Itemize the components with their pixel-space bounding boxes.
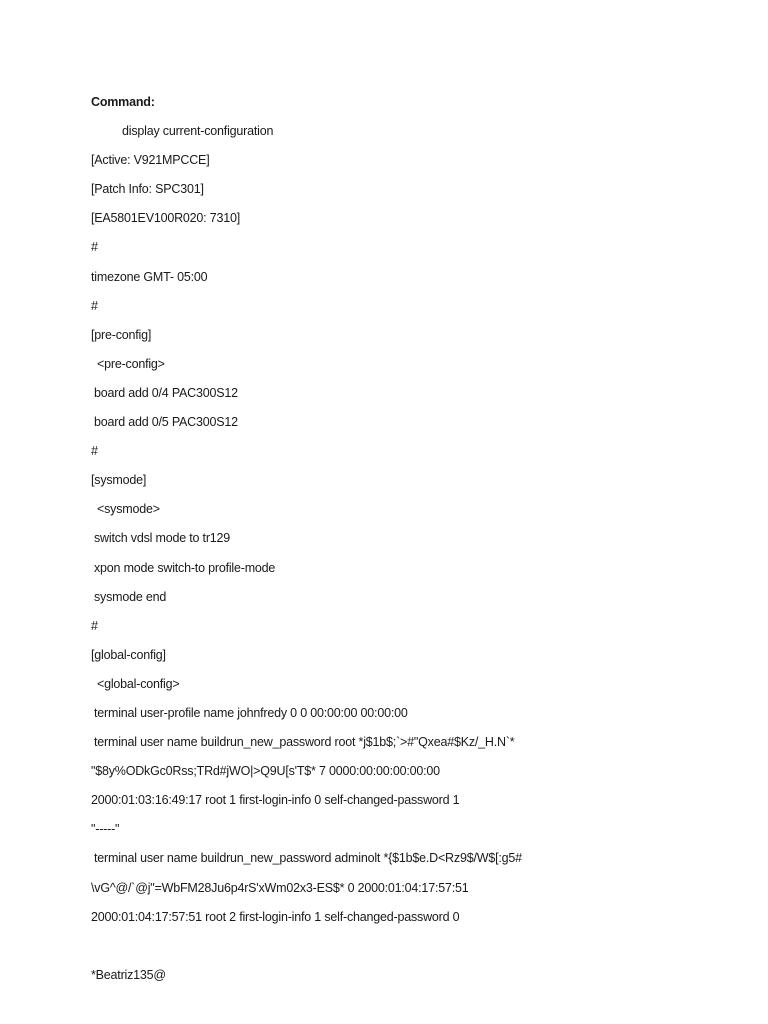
section-tag: <sysmode> (97, 502, 160, 517)
section-tag: <pre-config> (97, 356, 165, 371)
config-line: [EA5801EV100R020: 7310] (91, 211, 240, 226)
config-line: xpon mode switch-to profile-mode (94, 560, 276, 575)
command-text: display current-configuration (122, 124, 274, 139)
config-line: "$8y%ODkGc0Rss;TRd#jWO|>Q9U[s'T$* 7 0000:00:00:00:00:00 (91, 764, 440, 779)
config-line: terminal user name buildrun_new_password adminolt *{$1b$e.D<Rz9$/W$[:g5# (94, 851, 522, 866)
section-header: [pre-config] (91, 327, 152, 342)
config-line: board add 0/4 PAC300S12 (94, 385, 238, 400)
command-heading: Command: (91, 95, 155, 109)
section-separator: # (91, 240, 98, 255)
section-separator: # (91, 444, 98, 459)
config-line: *Beatriz135@ (91, 967, 166, 982)
config-line: terminal user name buildrun_new_password root *j$1b$;`>#"Qxea#$Kz/_H.N`* (94, 735, 515, 750)
config-line: [Patch Info: SPC301] (91, 182, 204, 197)
config-line: timezone GMT- 05:00 (91, 269, 208, 284)
config-line: terminal user-profile name johnfredy 0 0 00:00:00 00:00:00 (94, 705, 408, 720)
config-line: 2000:01:04:17:57:51 root 2 first-login-info 1 self-changed-password 0 (91, 909, 460, 924)
config-line: [Active: V921MPCCE] (91, 153, 210, 168)
section-header: [sysmode] (91, 473, 147, 488)
config-line: sysmode end (94, 589, 167, 604)
section-separator: # (91, 298, 98, 313)
config-listing (91, 90, 751, 992)
section-separator: # (91, 618, 98, 633)
config-line: switch vdsl mode to tr129 (94, 531, 231, 546)
section-header: [global-config] (91, 647, 166, 662)
section-tag: <global-config> (97, 676, 180, 691)
config-line: \vG^@/`@j"=WbFM28Ju6p4rS'xWm02x3-ES$* 0 2000:01:04:17:57:51 (91, 880, 469, 895)
config-line: 2000:01:03:16:49:17 root 1 first-login-info 0 self-changed-password 1 (91, 793, 460, 808)
config-line: board add 0/5 PAC300S12 (94, 415, 238, 430)
config-line: "-----" (91, 822, 120, 837)
blank-line (91, 934, 751, 963)
